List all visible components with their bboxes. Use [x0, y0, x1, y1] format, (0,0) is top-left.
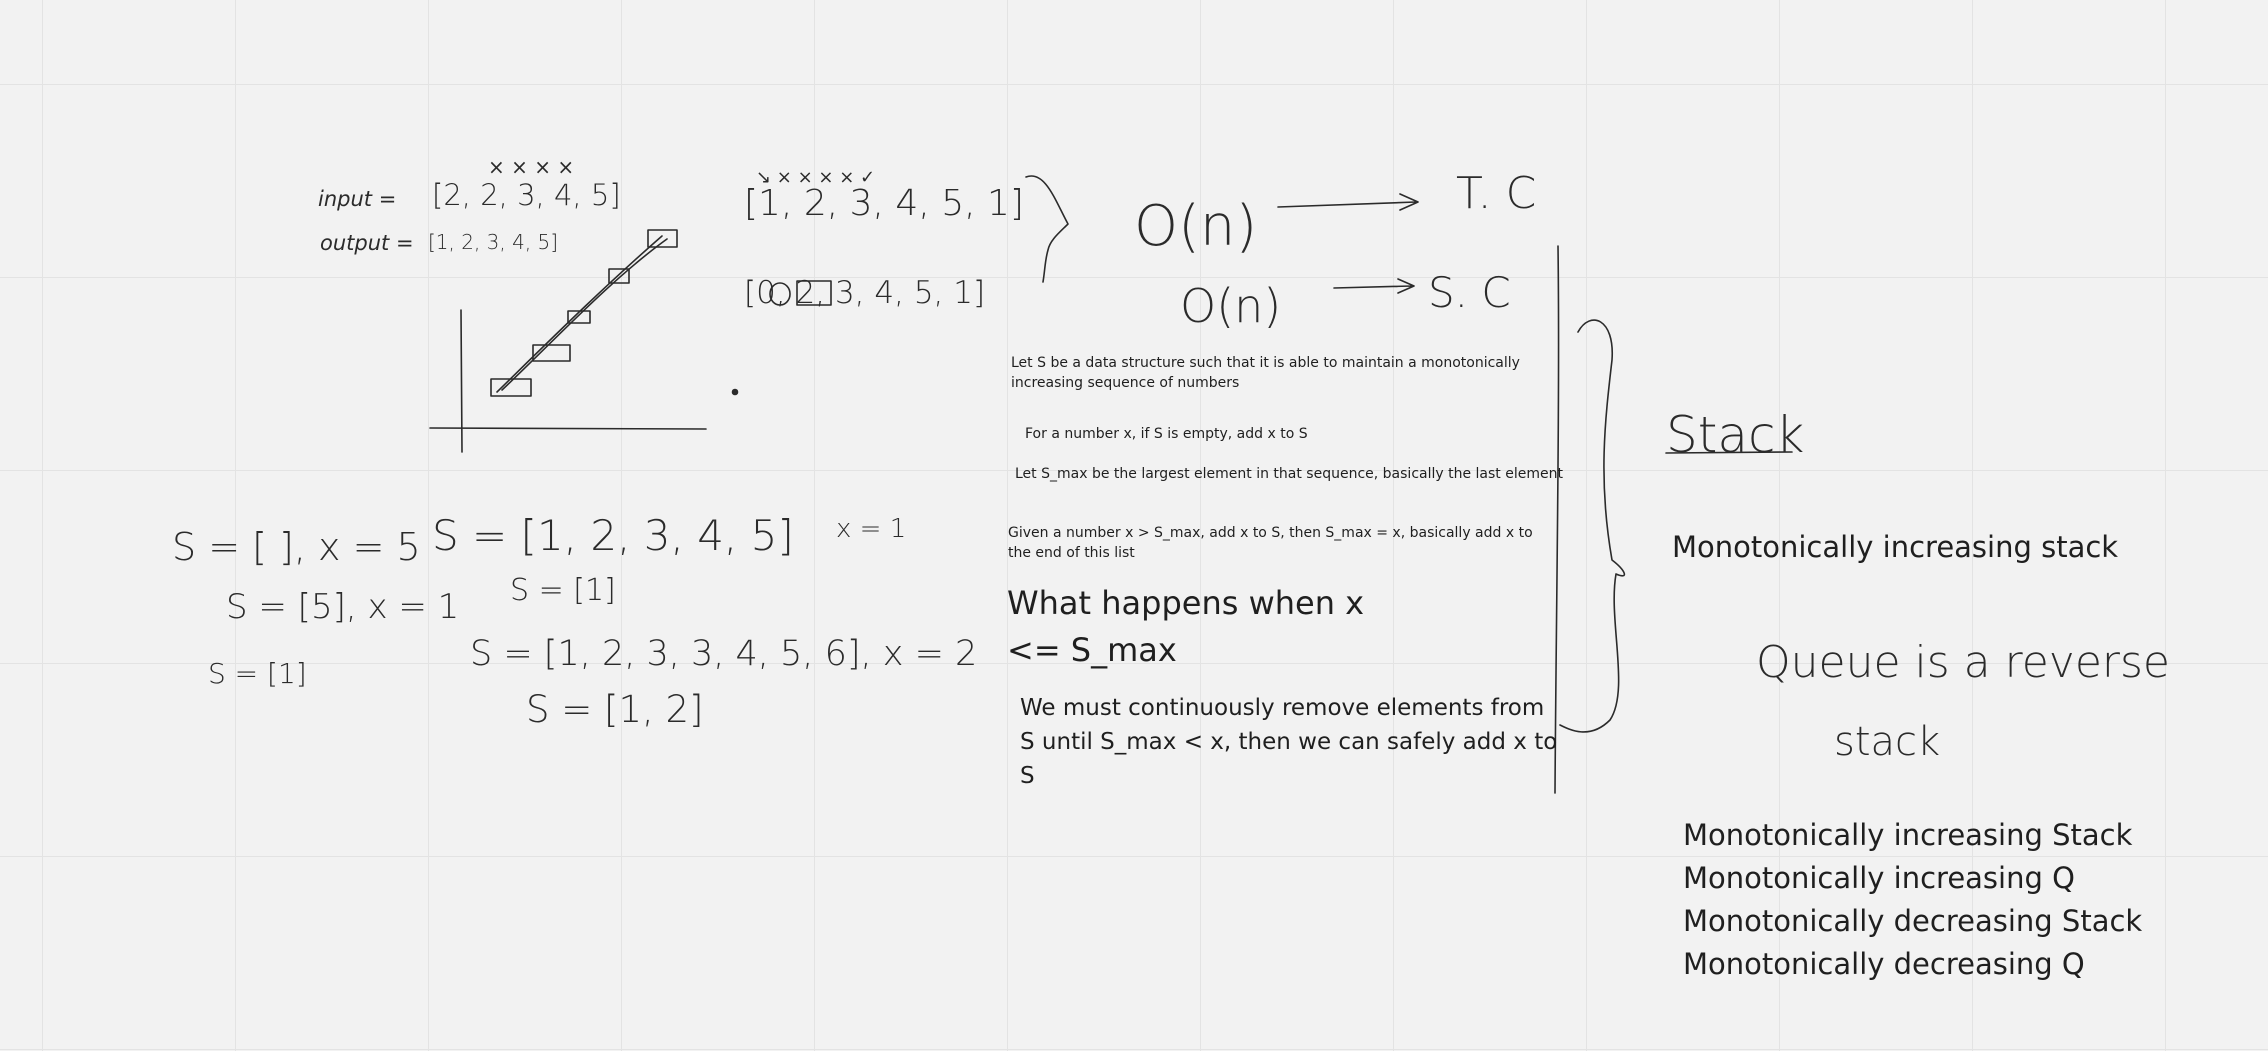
- s-five: S = [5], x = 1: [226, 587, 460, 627]
- array-top-marks: ↘ × × × × ✓: [756, 167, 876, 188]
- s-long: S = [1, 2, 3, 3, 4, 5, 6], x = 2: [470, 634, 978, 674]
- output-label: output =: [320, 231, 414, 255]
- monotonic-list: [1683, 814, 2142, 986]
- time-complexity: O(n): [1134, 194, 1258, 259]
- plot-y-axis: [461, 310, 462, 452]
- plot-dot: [733, 390, 738, 395]
- array-top: [1, 2, 3, 4, 5, 1]: [744, 183, 1024, 224]
- sc-arrow: [1334, 279, 1414, 293]
- array-second: [0, 2, 3, 4, 5, 1]: [744, 275, 986, 311]
- plot-box-2: [533, 345, 570, 361]
- list-item: Monotonically decreasing Stack: [1683, 904, 2143, 938]
- sc-label: S. C: [1428, 268, 1511, 317]
- answer-note: We must continuously remove elements from S until S_max < x, then we can safely add x to S: [1020, 695, 1558, 789]
- list-item: Monotonically decreasing Q: [1683, 947, 2085, 981]
- list-item: Monotonically increasing Stack: [1683, 818, 2133, 852]
- s-one: S = [1]: [208, 657, 307, 690]
- space-complexity: O(n): [1180, 279, 1282, 333]
- stack-underline: [1666, 452, 1792, 453]
- input-crossmarks: × × × ×: [488, 155, 575, 179]
- definition-note: Let S be a data structure such that it is able to maintain a monotonically increasing sequence of numbers: [1011, 355, 1520, 391]
- output-array: [1, 2, 3, 4, 5]: [428, 230, 559, 254]
- stack-word: Stack: [1666, 406, 1805, 464]
- s-one-two: S = [1, 2]: [526, 688, 704, 731]
- tc-label: T. C: [1456, 168, 1537, 219]
- queue-note-line-1: Queue is a reverse: [1756, 637, 2171, 688]
- question-line-2: <= S_max: [1007, 631, 1177, 669]
- tc-arrow: [1278, 194, 1418, 210]
- greater-rule-note: Given a number x > S_max, add x to S, then S_max = x, basically add x to the end of this list: [1008, 525, 1533, 561]
- brace-mark: [1560, 320, 1624, 732]
- s-list: S = [1, 2, 3, 4, 5]: [432, 511, 794, 560]
- bracket-mark: [1026, 176, 1068, 282]
- increasing-plot: [430, 230, 738, 452]
- list-item: Monotonically increasing Q: [1683, 861, 2075, 895]
- plot-curve-2: [502, 239, 667, 390]
- input-label: input =: [318, 187, 397, 211]
- smax-definition-note: Let S_max be the largest element in that sequence, basically the last element: [1015, 466, 1563, 482]
- input-array: [2, 2, 3, 4, 5]: [432, 178, 621, 212]
- s-one-b: S = [1]: [510, 573, 616, 608]
- empty-rule-note: For a number x, if S is empty, add x to S: [1025, 426, 1308, 442]
- s-empty: S = [ ], x = 5: [172, 525, 421, 569]
- mono-stack-title: Monotonically increasing stack: [1672, 530, 2119, 564]
- question-line-1: What happens when x: [1007, 584, 1365, 622]
- plot-x-axis: [430, 428, 706, 429]
- queue-note-line-2: stack: [1834, 719, 1941, 765]
- x-one: x = 1: [836, 514, 907, 544]
